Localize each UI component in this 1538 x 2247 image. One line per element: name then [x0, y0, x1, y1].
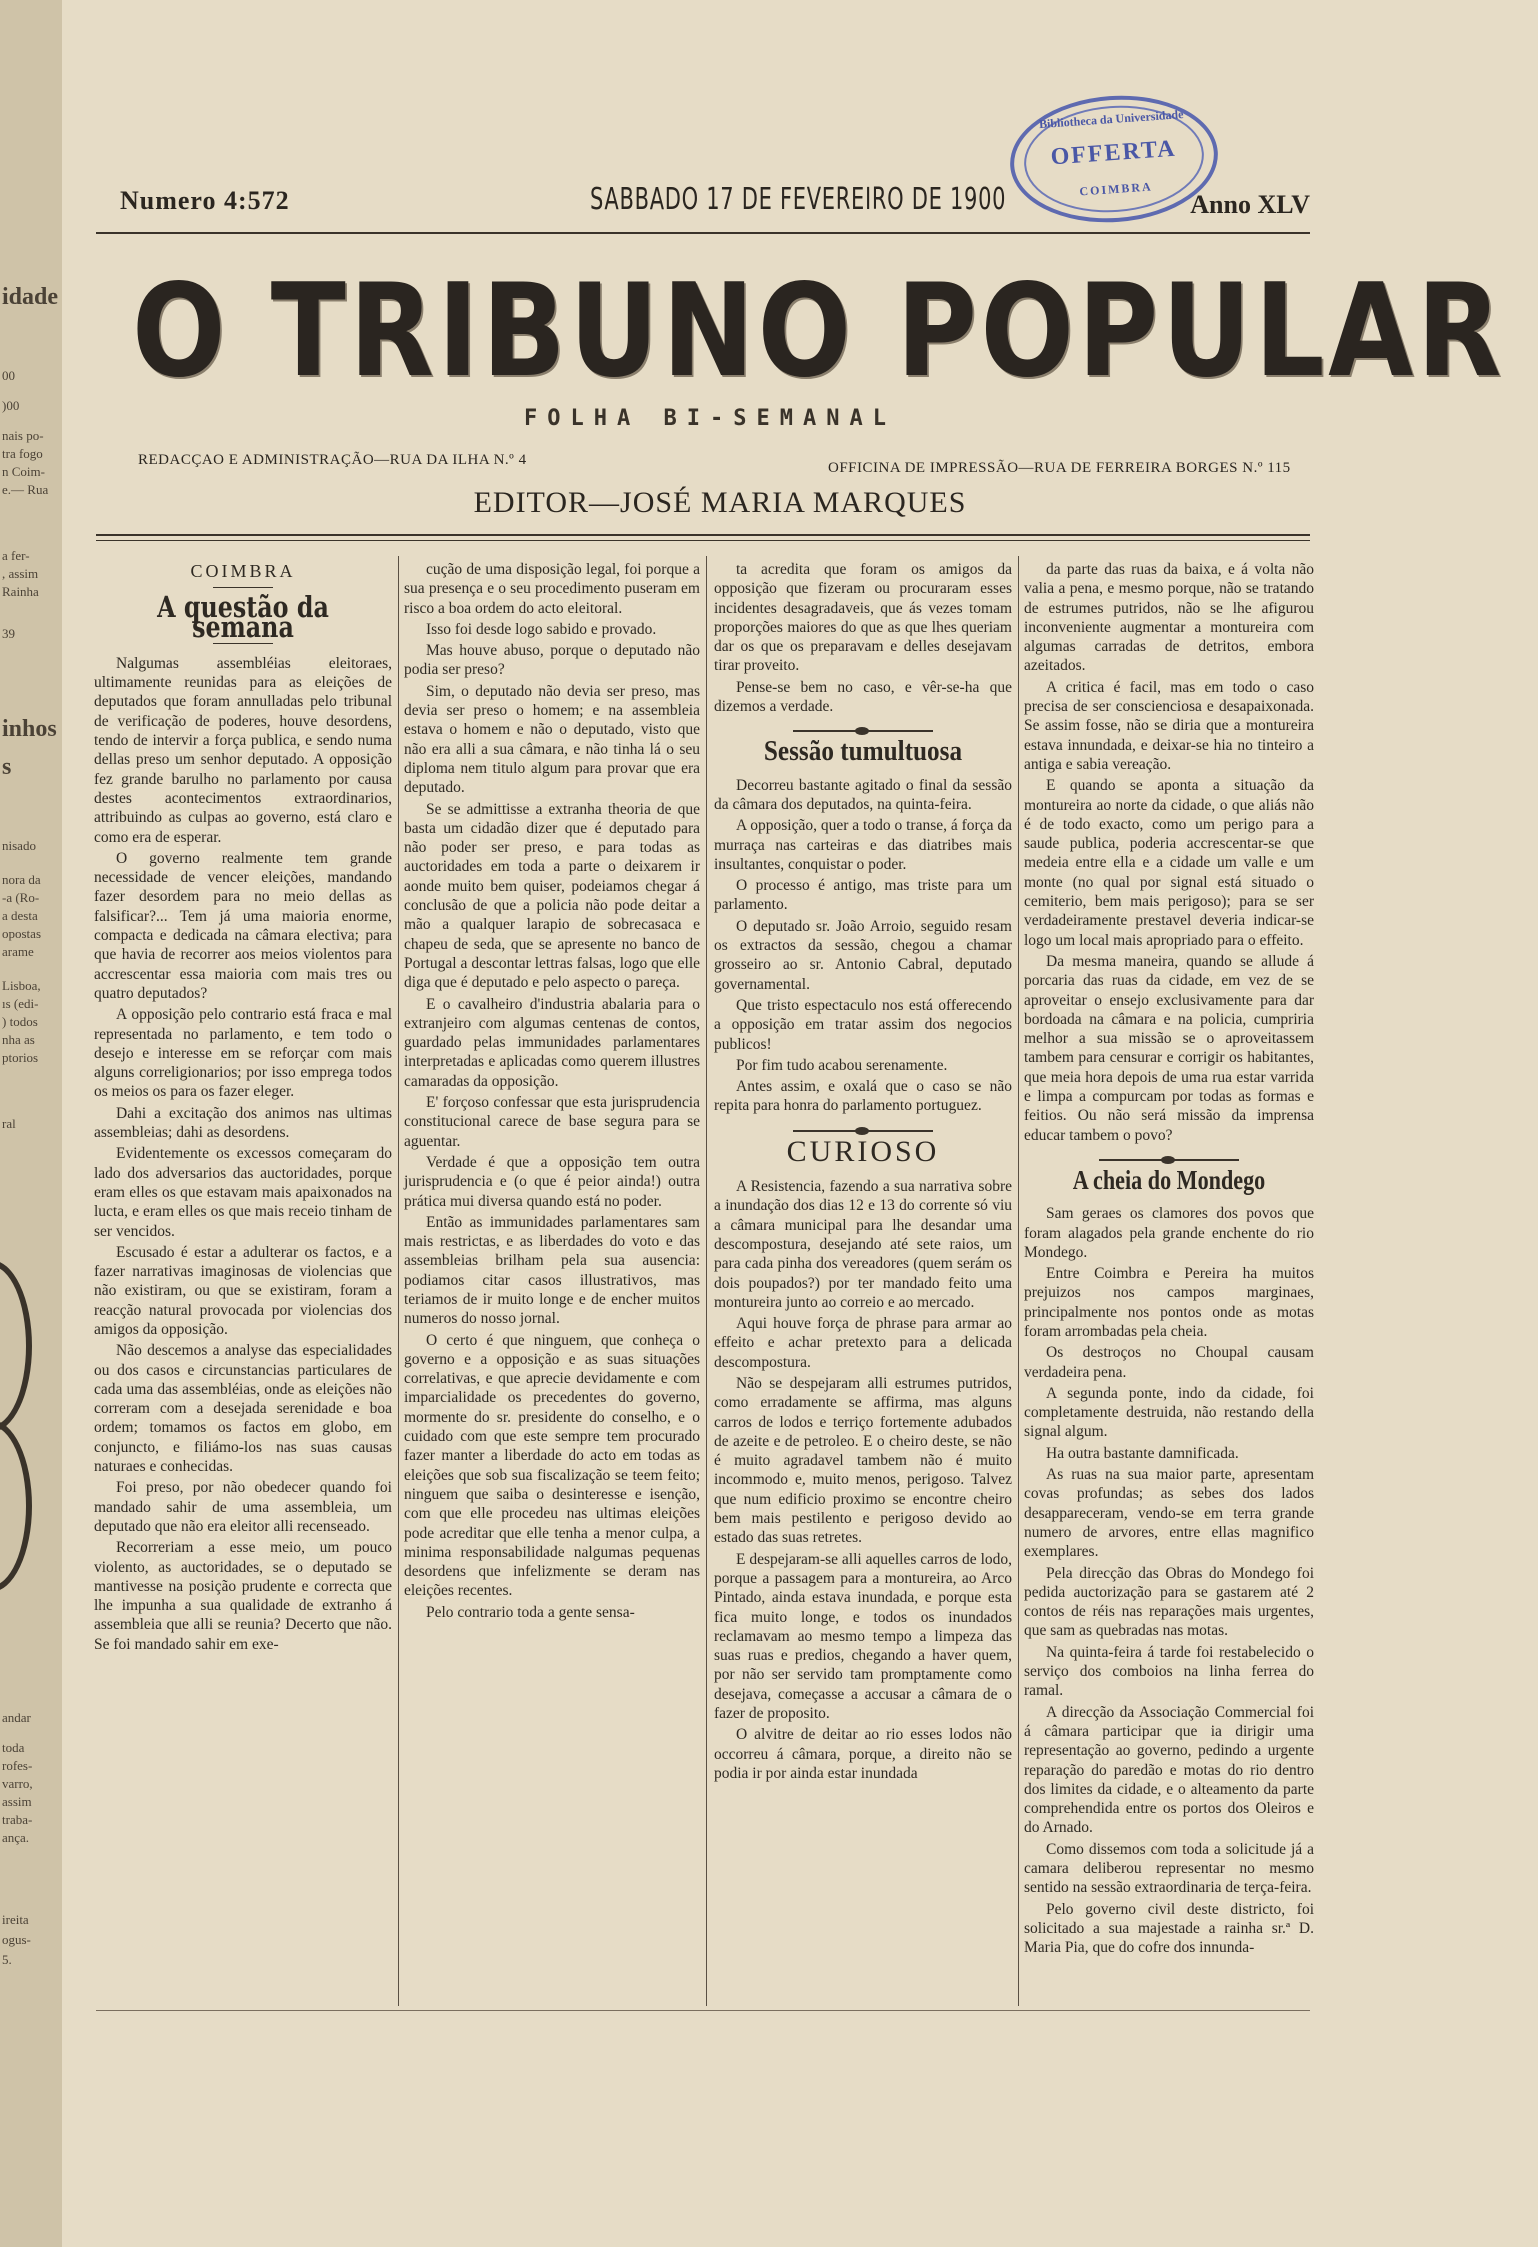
adjacent-page-fragment: s [2, 754, 12, 780]
editor-line: EDITOR—JOSÉ MARIA MARQUES [473, 486, 967, 519]
paragraph: Escusado é estar a adulterar os factos, e a fazer narrativas imaginosas de violencias que não existiram, ou que se existiram, foram a reacção natural provocada por violencias dos amigos da opposição. [94, 1243, 392, 1338]
paragraph: Não se despejaram alli estrumes putridos, como erradamente se affirma, mas alguns carros de lodos e terriço fortemente adubados de azeite e de petroleo. E o cheiro deste, se não é muito agradavel tambem não é muito incommodo e, muito menos, perigoso. Talvez que num edificio proximo se encontre cheiro bem mais pestilento e perigoso devido ao estado das suas retretes. [714, 1374, 1012, 1547]
masthead-info-line [120, 180, 1310, 220]
paragraph: da parte das ruas da baixa, e á volta não valia a pena, e mesmo porque, não se tratando de estrumes putridos, não se lhe afigurou inconveniente augmentar a montureira com algumas carradas de detritos, embora azeitados. [1024, 561, 1314, 675]
paragraph: O processo é antigo, mas triste para um parlamento. [714, 877, 1012, 914]
adjacent-page-fragment: nora da [2, 872, 41, 887]
adjacent-page-fragment: 39 [2, 626, 15, 641]
paragraph: As ruas na sua maior parte, apresentam covas profundas; as sebes dos lados desappareceram, vendo-se em terra grande numero de arvores, entre ellas magnifico exemplares. [1024, 1466, 1314, 1561]
paragraph: A segunda ponte, indo da cidade, foi completamente destruida, não restando della signal algum. [1024, 1384, 1314, 1441]
adjacent-page-fragment: e.— Rua [2, 482, 49, 497]
paragraph: A opposição pelo contrario está fraca e mal representada no parlamento, e tem todo o desejo e interesse em se reforçar com mais alguns correligionarios; por isso emprega todos os meios os para os fazer eleger. [94, 1006, 392, 1101]
column-3 [714, 560, 1012, 1785]
paragraph: Como dissemos com toda a solicitude já a camara deliberou representar no mesmo sentido na sessão extraordinaria de terça-feira. [1024, 1840, 1314, 1897]
column-divider [1018, 556, 1019, 2006]
paragraph: Sam geraes os clamores dos povos que foram alagados pela grande enchente do rio Mondego. [1024, 1205, 1314, 1261]
newspaper-title: O TRIBUNO POPULAR [132, 257, 1505, 406]
adjacent-page-fragment: tra fogo [2, 446, 43, 461]
paragraph: Pelo governo civil deste districto, foi solicitado a sua majestade a rainha sr.ª D. Maria Pia, que do cofre dos innunda- [1024, 1900, 1314, 1957]
article-body [714, 560, 1012, 716]
masthead-rule [96, 232, 1310, 234]
adjacent-page-fragment: a desta [2, 908, 38, 923]
paragraph: O certo é que ninguem, que conheça o governo e a opposição e as suas situações correlativas, e que aprecie devidamente e com imparcialidade os precedentes do governo, mormente do sr. presidente do conselho, e o cuidado com que este sempre tem procurado fazer manter a liberdade do acto em todas as eleições que sob sua fiscalização se teem feito; ninguem que saiba o desinteresse e isenção, com que elle procedeu nas ultimas eleições pode acreditar que elle tenha a menor culpa, a minima responsabilidade nalgumas pequenas desordens que infelizmente se deram nas eleições recentes. [404, 1331, 700, 1600]
adjacent-page-fragment: 00 [2, 368, 15, 383]
adjacent-page-fragment: traba- [2, 1812, 33, 1827]
column-divider [398, 556, 399, 2006]
adjacent-page-fragment: a fer- [2, 548, 30, 563]
newspaper-subtitle: FOLHA BI-SEMANAL [524, 406, 896, 431]
paragraph: Dahi a excitação dos animos nas ultimas assembleias; dahi as desordens. [94, 1104, 392, 1142]
paragraph: O governo realmente tem grande necessidade de vencer eleições, mandando fazer desordem para no meio dellas as falsificar?... Tem já uma maioria enorme, compacta e dedicada na câmara electiva; para que havia de recorrer aos meios violentos para accrescentar essa maioria com mais tres ou quatro deputados? [94, 849, 392, 1002]
paragraph: Pense-se bem no caso, e vêr-se-ha que dizemos a verdade. [714, 678, 1012, 716]
adjacent-page-fragment: varro, [2, 1776, 33, 1791]
paragraph: Não descemos a analyse das especialidades ou dos casos e circunstancias particulares de cada uma das assembléias, onde as eleições não correram com a desejada serenidade e boa ordem; tomamos os factos em globo, em conjuncto, e filiámo-los nas suas causas naturaes e conhecidas. [94, 1342, 392, 1476]
adjacent-page-fragment: , assim [2, 566, 39, 581]
adjacent-page-ornament [0, 1260, 32, 1432]
article-headline: CURIOSO [786, 1134, 940, 1168]
stamp-bottom-text: COIMBRA [1079, 179, 1154, 199]
paragraph: Mas houve abuso, porque o deputado não podia ser preso? [404, 642, 700, 679]
redaccao-address: REDACÇAO E ADMINISTRAÇÃO—RUA DA ILHA N.º 4 [138, 452, 527, 468]
adjacent-page-fragment: ptorios [2, 1050, 39, 1065]
paragraph: Da mesma maneira, quando se allude á porcaria das ruas da cidade, em vez de se aproveitar o ensejo exclusivamente para dar bordoada na câmara e na policia, cumpriria melhor a sua missão se o aproveitassem tambem para censurar e corrigir os habitantes, que meia hora depois de uma rua estar varrida e limpa a compurcam por todas as formas e feitios. Ou não será missão da imprensa educar tambem o povo? [1024, 952, 1314, 1144]
adjacent-page-ornament [0, 1420, 32, 1592]
adjacent-page-fragment: nais po- [2, 428, 44, 443]
adjacent-page-fragment: ıs (edi- [2, 996, 39, 1011]
paragraph: E' forçoso confessar que esta jurisprudencia constitucional carece de base segura para se aguentar. [404, 1094, 700, 1150]
column-2 [404, 560, 700, 1624]
article-headline: Sessão tumultuosa [763, 736, 963, 768]
paragraph: Pela direcção das Obras do Mondego foi pedida auctorização para se gastarem até 2 contos de réis nas reparações mais urgentes, que sam as quebradas nas motas. [1024, 1564, 1314, 1640]
paragraph: E quando se aponta a situação da montureira ao norte da cidade, o que aliás não é de todo exacto, como um perigo para a saude publica, poderia accrescentar-se que medeia entre ella e a cidade um valle e um monte (no qual por signal está situado o cemiterio, bem mais perigoso); para se ser verdadeiramente prestavel deveria indicar-se logo um local mais apropriado para o effeito. [1024, 777, 1314, 949]
paragraph: Sim, o deputado não devia ser preso, mas devia ser preso o homem; e na assembleia estava o homem e não o deputado, visto que não era alli a sua câmara, e não tinha lá o seu diploma nem titulo algum para provar que era deputado. [404, 682, 700, 797]
paragraph: A Resistencia, fazendo a sua narrativa sobre a inundação dos dias 12 e 13 do corrente só viu a câmara municipal para lhe desandar uma descompostura, desejando até sete raios, um para cada pinha dos vereadores (quem serám os dois poupados?) por ter mandado feito uma montureira junto ao correio e ao mercado. [714, 1178, 1012, 1311]
header-bottom-rule [96, 534, 1310, 536]
header-bottom-rule-thin [96, 540, 1310, 541]
article-body [1024, 1204, 1314, 1957]
paragraph: A opposição, quer a todo o transe, á força da murraça nas carteiras e das diatribes mais insultantes, conquistar o poder. [714, 817, 1012, 873]
adjacent-page-fragment: opostas [2, 926, 41, 941]
adjacent-page-fragment: andar [2, 1710, 31, 1725]
adjacent-page-fragment: ança. [2, 1830, 30, 1845]
article-headline: A cheia do Mondego [1072, 1164, 1266, 1195]
paragraph: Nalgumas assembléias eleitoraes, ultimamente reunidas para as eleições de deputados que foram annulladas pelo tribunal de verificação de poderes, houve desordens, tendo de intervir a força publica, e sendo numa dellas preso um senhor deputado. A opposição fez grande barulho no parlamento por causa destes acontecimentos extraordinarios, attribuindo as culpas ao governo, está claro e como era de esperar. [94, 654, 392, 846]
adjacent-page-fragment: nisado [2, 838, 36, 853]
adjacent-page-fragment: -a (Ro- [2, 890, 40, 905]
paragraph: Aqui houve força de phrase para armar ao effeito e achar pretexto para a delicada descompostura. [714, 1315, 1012, 1371]
stamp-top-text: Bibliotheca da Universidade [1038, 107, 1184, 132]
adjacent-page-fragment: idade [2, 284, 59, 310]
article-headline: A questão da semana [157, 590, 329, 644]
paragraph: Então as immunidades parlamentares sam mais restrictas, e as liberdades do voto e das assembleias brilham pela sua ausencia: podiamos citar casos illustrativos, mas teriamos de ir muito longe e de encher muitos numeros do nosso jornal. [404, 1213, 700, 1328]
paragraph: Se se admittisse a extranha theoria de que basta um cidadão dizer que é deputado para não poder ser preso, e para todas as auctoridades em toda a parte o deixarem ir aonde muito bem quiser, podeiamos chegar á conclusão de que a policia não pode deitar a mão a qualquer larapio de sobrecasaca e chapeu de seda, que se apresente no banco de Portugal a descontar lettras falsas, logo que elle diga que é deputado e pelo aspecto o pareça. [404, 800, 700, 992]
adjacent-page-fragment: nha as [2, 1032, 35, 1047]
paragraph: A direcção da Associação Commercial foi á câmara participar que ia dirigir uma representação ao governo, pedindo a urgente reparação do paredão e motas do rio dentro dos limites da cidade, e o alteamento da parte comprehendida entre os portos dos Oleiros e do Arnado. [1024, 1703, 1314, 1837]
paragraph: Os destroços no Choupal causam verdadeira pena. [1024, 1344, 1314, 1381]
issue-date: SABBADO 17 DE FEVEREIRO DE 1900 [590, 182, 1007, 217]
adjacent-page-fragment: arame [2, 944, 34, 959]
paragraph: E despejaram-se alli aquelles carros de lodo, porque a passagem para a montureira, ao Arco Pintado, ainda estava inundada, e porque esta fica muito longe, e todos os inundados reclamavam ao mesmo tempo a limpeza das suas ruas e predios, chegando a haver quem, por não ser servido tam promptamente como desejava, começasse a accusar a câmara de o fazer de proposito. [714, 1550, 1012, 1723]
article-body [714, 776, 1012, 1116]
adjacent-page-fragment: Rainha [2, 584, 39, 599]
article-body [714, 1177, 1012, 1783]
adjacent-page-fragment: toda [2, 1740, 25, 1755]
paragraph: Pelo contrario toda a gente sensa- [426, 1603, 635, 1621]
paragraph: Decorreu bastante agitado o final da sessão da câmara dos deputados, na quinta-feira. [714, 776, 1012, 813]
article-body [94, 654, 392, 1654]
stamp-main-text: OFFERTA [1049, 135, 1178, 171]
column-4 [1024, 560, 1314, 1959]
paragraph: O alvitre de deitar ao rio esses lodos não occorreu á câmara, porque, a direito não se podia ir por ainda estar inundada [714, 1726, 1012, 1782]
paragraph: Na quinta-feira á tarde foi restabelecido o serviço dos comboios na linha ferrea do ramal. [1024, 1643, 1314, 1700]
column-1 [94, 560, 392, 1656]
adjacent-page-fragment: inhos [2, 716, 57, 742]
page-bottom-rule [96, 2010, 1310, 2011]
adjacent-page-fragment: assim [2, 1794, 32, 1809]
paragraph: A critica é facil, mas em todo o caso precisa de ser conscienciosa e desapaixonada. Se assim fosse, não se diria que a montureira estava innundada, e deixar-se hia no tinteiro a antiga e sabia vereação. [1024, 678, 1314, 773]
issue-year: Anno XLV [1190, 190, 1310, 219]
adjacent-page-fragment: rofes- [2, 1758, 33, 1773]
paragraph: Recorreriam a esse meio, um pouco violento, as auctoridades, se o deputado se mantivesse na posição prudente e correcta que lhe impunha a sua qualidade de extranho á assembleia que alli se reunia? Decerto que não. Se foi mandado sahir em exe- [94, 1539, 392, 1653]
adjacent-page-fragment: ral [2, 1116, 16, 1131]
paragraph: Foi preso, por não obedecer quando foi mandado sahir de uma assembleia, um deputado que não era eleitor alli recenseado. [94, 1479, 392, 1535]
article-body [1024, 560, 1314, 1145]
paragraph: Que tristo espectaculo nos está offerecendo a opposição em tratar assim dos negocios publicos! [714, 996, 1012, 1053]
paragraph: Evidentemente os excessos começaram do lado dos adversarios das auctoridades, porque eram elles os que estavam mais apaixonados na lucta, e eram elles os que mais receio tinham de ser vencidos. [94, 1145, 392, 1240]
adjacent-page-fragment: 5. [2, 1952, 12, 1967]
paragraph: cução de uma disposição legal, foi porque a sua presença e o seu procedimento puseram em risco a boa ordem do acto eleitoral. [404, 561, 700, 617]
officina-address: OFFICINA DE IMPRESSÃO—RUA DE FERREIRA BORGES N.º 115 [828, 460, 1291, 476]
paragraph: Por fim tudo acabou serenamente. [736, 1056, 948, 1074]
article-body [404, 560, 700, 1622]
adjacent-page-fragment: n Coim- [2, 464, 45, 479]
paragraph: Isso foi desde logo sabido e provado. [426, 620, 657, 638]
adjacent-page-fragment: Lisboa, [2, 978, 41, 993]
adjacent-page-fragment: ogus- [2, 1932, 31, 1947]
paragraph: Verdade é que a opposição tem outra jurisprudencia e (o que é peior ainda!) outra prática mui diversa quando está no poder. [404, 1153, 700, 1210]
adjacent-page-fragment: ireita [2, 1912, 29, 1927]
column-divider [706, 556, 707, 2006]
issue-number: Numero 4:572 [120, 186, 290, 215]
paragraph: Antes assim, e oxalá que o caso se não repita para honra do parlamento portuguez. [714, 1078, 1012, 1115]
section-kicker: COIMBRA [190, 561, 296, 581]
paragraph: ta acredita que foram os amigos da opposição que fizeram ou procuraram esses incidentes desagradaveis, que ás vezes tomam proporções maiores do que as que lhes queriam dar os que os preparavam e delles desejavam tirar proveito. [714, 561, 1012, 675]
adjacent-page-strip [0, 0, 64, 2247]
paragraph: E o cavalheiro d'industria abalaria para o extranjeiro com algumas centenas de contos, guardado pelas immunidades parlamentares interpretadas e aplicadas como querem illustres camaradas da opposição. [404, 995, 700, 1090]
paragraph: Entre Coimbra e Pereira ha muitos prejuizos nos campos marginaes, principalmente nos pontos onde as motas foram arrombadas pela cheia. [1024, 1265, 1314, 1340]
paragraph: O deputado sr. João Arroio, seguido resam os extractos da sessão, chegou a chamar grosseiro ao sr. Antonio Cabral, deputado governamental. [714, 917, 1012, 993]
adjacent-page-fragment: ) todos [2, 1014, 38, 1029]
adjacent-page-fragment: )00 [2, 398, 20, 413]
paragraph: Ha outra bastante damnificada. [1046, 1444, 1239, 1462]
